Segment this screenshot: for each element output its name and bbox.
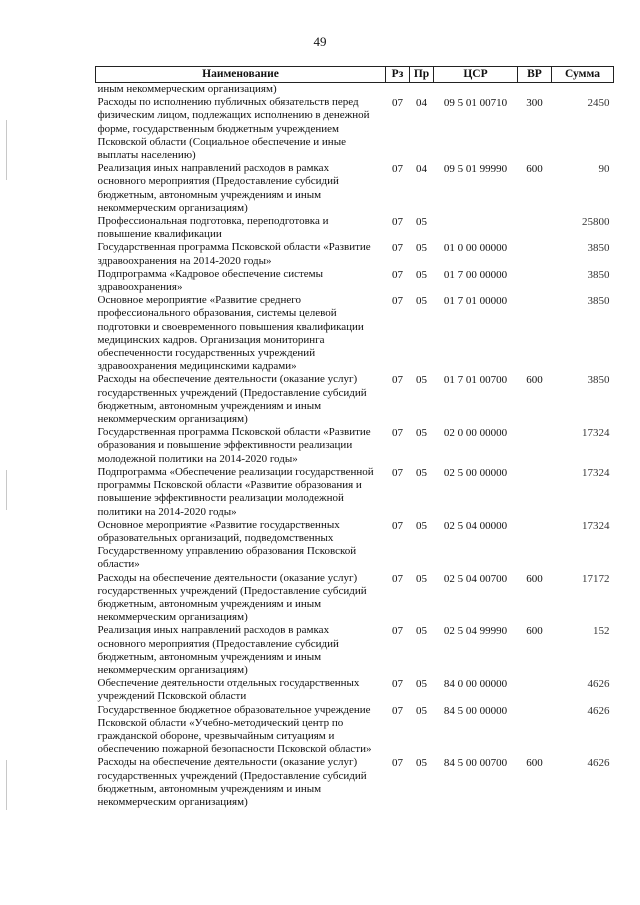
row-sum: 3850 [587, 268, 610, 281]
row-name: Расходы по исполнению публичных обязательств перед физическим лицом, подлежащих исполнению в денежной форме, государственным бюджетным учреждением Псковской области (Социальное обеспечение и иные выплаты населению) [97, 96, 370, 162]
table-row [96, 162, 614, 215]
row-rz: 07 [392, 466, 403, 479]
row-pr: 04 [416, 97, 427, 110]
row-csr: 02 5 00 00000 [443, 466, 508, 479]
row-sum: 17172 [582, 572, 610, 585]
row-pr: 05 [416, 374, 427, 387]
row-vr: 600 [526, 163, 543, 176]
row-vr [518, 241, 552, 267]
row-csr [434, 215, 518, 241]
row-sum: 4626 [587, 678, 610, 691]
row-vr [518, 294, 552, 373]
row-vr: 300 [526, 97, 543, 110]
row-rz: 07 [392, 97, 403, 110]
row-pr: 05 [416, 268, 427, 281]
row-name: Реализация иных направлений расходов в рамках основного мероприятия (Предоставление субсидий бюджетным, автономным учреждениям и иным некоммерческим организациям) [97, 624, 339, 676]
row-csr: 02 0 00 00000 [443, 427, 508, 440]
table-row [96, 466, 614, 519]
row-name: Государственная программа Псковской области «Развитие образования и повышение эффективности реализации молодежной политики на 2014-2020 годы» [97, 426, 371, 465]
row-name: Обеспечение деятельности отдельных государственных учреждений Псковской области [97, 677, 360, 703]
row-sum: 17324 [582, 427, 610, 440]
row-pr: 05 [416, 625, 427, 638]
table-row [96, 96, 614, 162]
row-sum: 152 [593, 625, 610, 638]
table-row [96, 677, 614, 703]
page-number: 49 [313, 34, 327, 49]
row-sum: 17324 [582, 519, 610, 532]
row-rz: 07 [392, 216, 403, 229]
row-csr: 09 5 01 00710 [443, 97, 508, 110]
row-pr: 05 [416, 427, 427, 440]
header-sum: Сумма [552, 67, 614, 83]
table-row [96, 294, 614, 373]
row-vr [518, 704, 552, 757]
header-name: Наименование [96, 67, 386, 83]
header-csr: ЦСР [434, 67, 518, 83]
row-rz: 07 [392, 519, 403, 532]
row-pr: 05 [416, 757, 427, 770]
table-row [96, 624, 614, 677]
row-pr: 05 [416, 572, 427, 585]
row-sum: 25800 [582, 216, 610, 229]
scan-edge-mark [6, 120, 7, 180]
table-row [96, 83, 614, 97]
row-sum: 3850 [587, 374, 610, 387]
budget-table [95, 66, 614, 809]
row-csr: 01 7 01 00000 [443, 295, 508, 308]
row-csr: 84 5 00 00700 [443, 757, 508, 770]
row-vr [518, 519, 552, 572]
row-pr: 05 [416, 242, 427, 255]
row-name: Подпрограмма «Обеспечение реализации государственной программы Псковской области «Развитие образования и повышение эффективности реализации молодежной политики на 2014-2020 годы» [97, 465, 374, 518]
row-name: Расходы на обеспечение деятельности (оказание услуг) государственных учреждений (Предоставление субсидий бюджетным, автономным учреждениям и иным некоммерческим организациям) [97, 756, 367, 808]
row-name: Расходы на обеспечение деятельности (оказание услуг) государственных учреждений (Предоставление субсидий бюджетным, автономным учреждениям и иным некоммерческим организациям) [97, 571, 367, 624]
row-rz: 07 [392, 704, 403, 717]
row-pr: 04 [416, 163, 427, 176]
scan-edge-mark [6, 470, 7, 510]
header-rz: Рз [386, 67, 410, 83]
row-name: Профессиональная подготовка, переподготовка и повышение квалификации [97, 215, 329, 241]
row-pr: 05 [416, 466, 427, 479]
row-pr [410, 83, 434, 97]
row-pr: 05 [416, 295, 427, 308]
row-csr: 01 7 00 00000 [443, 268, 508, 281]
row-rz: 07 [392, 757, 403, 770]
row-vr [518, 215, 552, 241]
header-row [96, 67, 614, 83]
row-rz: 07 [392, 678, 403, 691]
row-rz: 07 [392, 572, 403, 585]
row-name: Государственное бюджетное образовательное учреждение Псковской области «Учебно-методический центр по гражданской обороне, чрезвычайным ситуациям и обеспечению пожарной безопасности Псковской области» [97, 703, 372, 756]
table-header [96, 67, 614, 83]
row-name: Основное мероприятие «Развитие среднего профессионального образования, системы целевой подготовки и своевременного повышения квалификации медицинских кадров. Организация мониторинга обеспеченности государственных учреждений здравоохранения медицинскими кадрами» [97, 294, 364, 373]
row-csr: 84 5 00 00000 [443, 704, 508, 717]
row-name: Основное мероприятие «Развитие государственных образовательных организаций, подведомственных Государственному управлению образования Псковской области» [97, 518, 357, 571]
row-vr [518, 466, 552, 519]
row-csr: 01 0 00 00000 [443, 242, 508, 255]
row-pr: 05 [416, 519, 427, 532]
row-csr: 09 5 01 99990 [443, 163, 508, 176]
row-rz: 07 [392, 625, 403, 638]
row-pr: 05 [416, 216, 427, 229]
row-rz: 07 [392, 427, 403, 440]
row-sum: 17324 [582, 466, 610, 479]
header-pr: Пр [410, 67, 434, 83]
header-vr: ВР [518, 67, 552, 83]
row-name: Реализация иных направлений расходов в рамках основного мероприятия (Предоставление субсидий бюджетным, автономным учреждениям и иным некоммерческим организациям) [97, 162, 339, 214]
row-vr: 600 [526, 757, 543, 770]
table-row [96, 373, 614, 426]
row-csr [434, 83, 518, 97]
table-row [96, 572, 614, 625]
row-sum [552, 83, 614, 97]
table-row [96, 241, 614, 267]
row-csr: 02 5 04 00700 [443, 572, 508, 585]
row-rz: 07 [392, 242, 403, 255]
row-pr: 05 [416, 678, 427, 691]
row-sum: 3850 [587, 242, 610, 255]
row-csr: 84 0 00 00000 [443, 678, 508, 691]
row-sum: 4626 [587, 704, 610, 717]
row-name: Государственная программа Псковской области «Развитие здравоохранения на 2014-2020 годы» [97, 241, 371, 267]
scan-edge-mark [6, 760, 7, 810]
row-sum: 2450 [587, 97, 610, 110]
row-sum: 90 [598, 163, 610, 176]
row-vr [518, 426, 552, 466]
row-csr: 02 5 04 00000 [443, 519, 508, 532]
row-sum: 4626 [587, 757, 610, 770]
row-vr: 600 [526, 572, 543, 585]
table-row [96, 756, 614, 809]
row-pr: 05 [416, 704, 427, 717]
table-row [96, 268, 614, 294]
row-vr [518, 677, 552, 703]
row-rz: 07 [392, 374, 403, 387]
row-rz [386, 83, 410, 97]
row-rz: 07 [392, 295, 403, 308]
row-vr [518, 268, 552, 294]
row-name: Расходы на обеспечение деятельности (оказание услуг) государственных учреждений (Предоставление субсидий бюджетным, автономным учреждениям и иным некоммерческим организациям) [97, 373, 367, 426]
row-vr: 600 [526, 374, 543, 387]
row-rz: 07 [392, 163, 403, 176]
row-csr: 01 7 01 00700 [443, 374, 508, 387]
row-name: Подпрограмма «Кадровое обеспечение системы здравоохранения» [97, 267, 324, 294]
row-csr: 02 5 04 99990 [443, 625, 508, 638]
row-name: иным некоммерческим организациям) [97, 83, 277, 95]
row-rz: 07 [392, 268, 403, 281]
table-row [96, 215, 614, 241]
table-body [96, 83, 614, 810]
row-sum: 3850 [587, 295, 610, 308]
row-vr: 600 [526, 625, 543, 638]
table-row [96, 519, 614, 572]
row-vr [518, 83, 552, 97]
table-row [96, 704, 614, 757]
table-row [96, 426, 614, 466]
